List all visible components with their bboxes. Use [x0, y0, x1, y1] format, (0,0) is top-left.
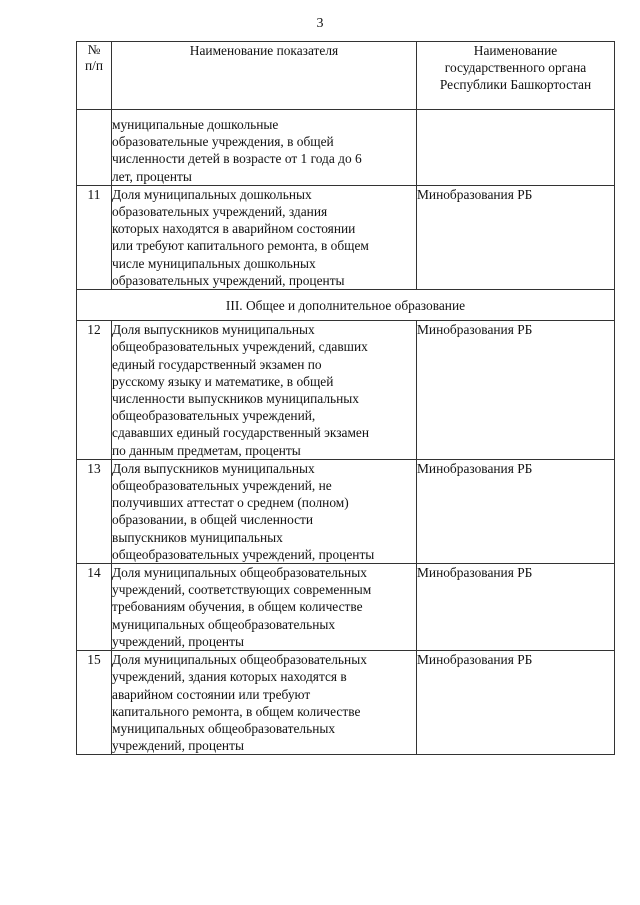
organ-cell: Минобразования РБ — [417, 185, 615, 289]
indicator-line: общеобразовательных учреждений, — [112, 408, 316, 424]
indicator-line: учреждений, проценты — [112, 738, 244, 754]
organ-cell: Минобразования РБ — [417, 651, 615, 755]
row-number: 15 — [77, 651, 112, 755]
indicator-line: образовательных учреждений, здания — [112, 204, 328, 220]
indicator-cell — [112, 651, 417, 755]
indicator-line: муниципальные дошкольные — [112, 117, 279, 132]
indicator-line: образовании, в общей численности — [112, 512, 314, 528]
indicator-line: капитального ремонта, в общем количестве — [112, 703, 361, 719]
section-title: III. Общее и дополнительное образование — [77, 290, 615, 321]
indicator-line: муниципальных общеобразовательных — [112, 616, 336, 632]
header-num-line: № — [87, 42, 101, 57]
indicator-cell — [112, 564, 417, 651]
organ-cell: Минобразования РБ — [417, 564, 615, 651]
table-row — [77, 459, 615, 563]
indicator-line: Доля выпускников муниципальных — [112, 460, 315, 476]
organ-cell — [417, 110, 615, 186]
indicator-line: учреждений, проценты — [112, 633, 244, 649]
table-row — [77, 651, 615, 755]
table-header-row — [77, 42, 615, 110]
indicator-line: лет, проценты — [112, 168, 192, 184]
indicator-cell — [112, 459, 417, 563]
indicator-line: русскому языку и математике, в общей — [112, 373, 334, 389]
indicator-line: общеобразовательных учреждений, проценты — [112, 546, 375, 562]
indicator-line: численности детей в возрасте от 1 года до 6 — [112, 151, 362, 167]
indicator-line: Доля муниципальных общеобразовательных — [112, 652, 367, 668]
table-row — [77, 185, 615, 289]
indicator-line: Доля муниципальных общеобразовательных — [112, 565, 367, 581]
indicator-line: муниципальных общеобразовательных — [112, 720, 336, 736]
indicator-cell — [112, 321, 417, 460]
row-number: 11 — [77, 185, 112, 289]
indicator-line: учреждений, соответствующих современным — [112, 582, 372, 598]
indicator-line: которых находятся в аварийном состоянии — [112, 221, 356, 237]
indicator-line: Доля выпускников муниципальных — [112, 322, 315, 338]
header-organ-line: Наименование — [473, 43, 558, 58]
indicator-cell — [112, 110, 417, 186]
indicator-line: сдававших единый государственный экзамен — [112, 425, 370, 441]
header-num-line: п/п — [84, 58, 104, 73]
indicator-line: общеобразовательных учреждений, сдавших — [112, 339, 368, 355]
table-row — [77, 564, 615, 651]
indicator-line: аварийном состоянии или требуют — [112, 686, 311, 702]
organ-cell: Минобразования РБ — [417, 459, 615, 563]
indicator-line: или требуют капитального ремонта, в общем — [112, 238, 369, 254]
row-number: 12 — [77, 321, 112, 460]
row-number — [77, 110, 112, 186]
indicator-line: требованиям обучения, в общем количестве — [112, 599, 363, 615]
row-number: 14 — [77, 564, 112, 651]
indicator-line: общеобразовательных учреждений, не — [112, 478, 332, 494]
indicator-line: образовательных учреждений, проценты — [112, 272, 345, 288]
header-organ-line: государственного органа — [444, 60, 587, 75]
indicator-line: численности выпускников муниципальных — [112, 391, 360, 407]
indicator-line: выпускников муниципальных — [112, 529, 283, 545]
page-number: 3 — [316, 16, 324, 31]
indicators-table — [76, 41, 615, 755]
indicator-line: числе муниципальных дошкольных — [112, 255, 316, 271]
indicator-line: образовательные учреждения, в общей — [112, 134, 334, 150]
indicator-cell — [112, 185, 417, 289]
indicator-line: получивших аттестат о среднем (полном) — [112, 495, 349, 511]
section-row — [77, 290, 615, 321]
table-row — [77, 321, 615, 460]
organ-cell: Минобразования РБ — [417, 321, 615, 460]
header-indicator: Наименование показателя — [112, 42, 417, 110]
header-organ-line: Республики Башкортостан — [439, 77, 592, 92]
indicator-line: Доля муниципальных дошкольных — [112, 186, 312, 202]
header-num — [77, 42, 112, 110]
table-row — [77, 110, 615, 186]
indicator-line: единый государственный экзамен по — [112, 356, 322, 372]
row-number: 13 — [77, 459, 112, 563]
header-organ — [417, 42, 615, 110]
indicator-line: по данным предметам, проценты — [112, 442, 301, 458]
indicator-line: учреждений, здания которых находятся в — [112, 669, 347, 685]
